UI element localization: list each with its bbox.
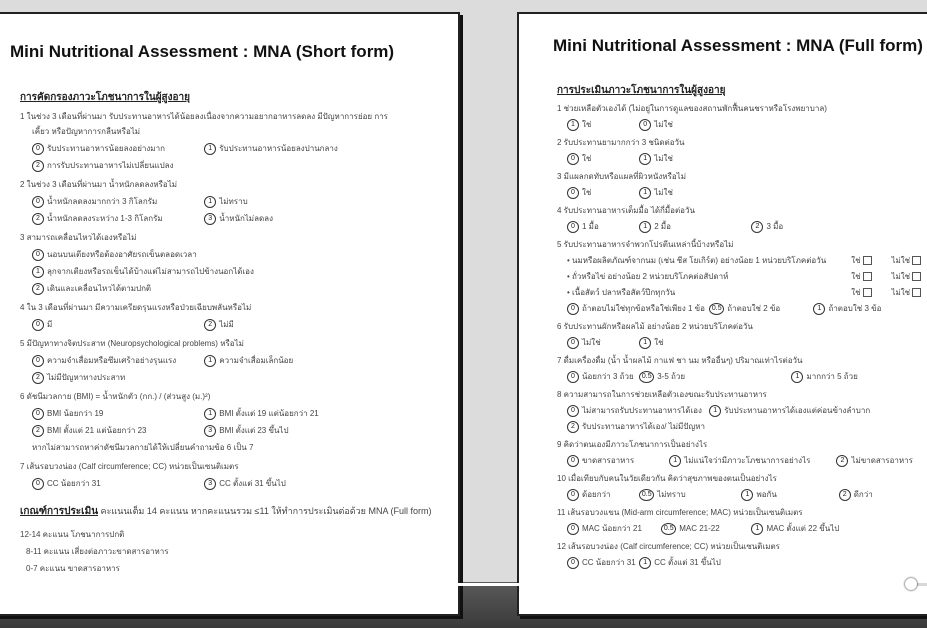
q1-option-3: 2 การรับประทานอาหารไม่เปลี่ยนแปลง bbox=[32, 159, 173, 172]
q3-option-1: 0 นอนบนเตียงหรือต้องอาศัยรถเข็นตลอดเวลา bbox=[32, 248, 197, 261]
question-5: 5 รับประทานอาหารจำพวกโปรตีนเหล่านี้บ้างหรือไม่ bbox=[557, 240, 734, 249]
q7-options-row: 0 CC น้อยกว่า 31 3 CC ตั้งแต่ 31 ขึ้นไป bbox=[32, 477, 286, 490]
section-heading: การคัดกรองภาวะโภชนาการในผู้สูงอายุ bbox=[20, 92, 191, 103]
q5-item-c: • เนื้อสัตว์ ปลาหรือสัตว์ปีกทุกวัน ใช่ ไม่ใช่ bbox=[567, 286, 921, 299]
q12-options-row: 0 CC น้อยกว่า 31 1 CC ตั้งแต่ 31 ขึ้นไป bbox=[567, 556, 721, 569]
question-1: 1 ช่วยเหลือตัวเองได้ (ไม่อยู่ในการดูแลของสถานพักฟื้นคนชราหรือโรงพยาบาล) bbox=[557, 104, 827, 113]
question-4: 4 รับประทานอาหารเต็มมื้อ ได้กี่มื้อต่อวัน bbox=[557, 206, 695, 215]
question-12: 12 เส้นรอบวงน่อง (Calf circumference; CC) หน่วยเป็นเซนติเมตร bbox=[557, 542, 780, 551]
result-at-risk: 8-11 คะแนน เสี่ยงต่อภาวะขาดสารอาหาร bbox=[26, 547, 169, 556]
q11-options-row: 0 MAC น้อยกว่า 21 0.5 MAC 21-22 1 MAC ตั้งแต่ 22 ขึ้นไป bbox=[567, 522, 839, 535]
section-heading: การประเมินภาวะโภชนาการในผู้สูงอายุ bbox=[557, 85, 726, 96]
video-progress-bar[interactable] bbox=[0, 583, 927, 586]
criteria-heading: เกณฑ์การประเมิน bbox=[20, 506, 99, 517]
q2-options-row1: 0 น้ำหนักลดลงมากกว่า 3 กิโลกรัม 1 ไม่ทราบ bbox=[32, 195, 248, 208]
mna-full-form-page bbox=[517, 12, 927, 616]
q2-options-row: 0 ใช่ 1 ไม่ใช่ bbox=[567, 152, 673, 165]
page-title: Mini Nutritional Assessment : MNA (Full form) bbox=[553, 36, 923, 55]
q6-options-row: 0 ไม่ใช่ 1 ใช่ bbox=[567, 336, 664, 349]
result-normal: 12-14 คะแนน โภชนาการปกติ bbox=[20, 530, 125, 539]
q4-options-row: 0 มี 2 ไม่มี bbox=[32, 318, 234, 331]
question-1: 1 ในช่วง 3 เดือนที่ผ่านมา รับประทานอาหารได้น้อยลงเนื่องจากความอยากอาหารลดลง มีปัญหาการย่อย การ bbox=[20, 112, 388, 121]
q3-option-3: 2 เดินและเคลื่อนไหวได้ตามปกติ bbox=[32, 282, 151, 295]
criteria-row bbox=[20, 504, 431, 519]
question-6: 6 ดัชนีมวลกาย (BMI) = น้ำหนักตัว (กก.) / (ส่วนสูง (ม.)²) bbox=[20, 392, 211, 401]
q3-option-2: 1 ลุกจากเตียงหรือรถเข็นได้บ้างแต่ไม่สามารถไปข้างนอกได้เอง bbox=[32, 265, 254, 278]
q5-item-a: • นมหรือผลิตภัณฑ์จากนม (เช่น ชีส โยเกิร์ต) อย่างน้อย 1 หน่วยบริโภคต่อวัน ใช่ ไม่ใช่ bbox=[567, 254, 921, 267]
q6-options-row1: 0 BMI น้อยกว่า 19 1 BMI ตั้งแต่ 19 แต่น้อยกว่า 21 bbox=[32, 407, 319, 420]
question-2: 2 ในช่วง 3 เดือนที่ผ่านมา น้ำหนักลดลงหรือไม่ bbox=[20, 180, 178, 189]
result-malnourished: 0-7 คะแนน ขาดสารอาหาร bbox=[26, 564, 120, 573]
question-3: 3 สามารถเคลื่อนไหวได้เองหรือไม่ bbox=[20, 233, 137, 242]
q8-options-row: 0 ไม่สามารถรับประทานอาหารได้เอง 1 รับประทานอาหารได้เองแต่ค่อนข้างลำบาก bbox=[567, 404, 870, 417]
question-2: 2 รับประทานยามากกว่า 3 ชนิดต่อวัน bbox=[557, 138, 685, 147]
q5-options-row: 0 ถ้าตอบไม่ใช่ทุกข้อหรือใช่เพียง 1 ข้อ 0.5 ถ้าตอบใช่ 2 ข้อ 1 ถ้าตอบใช่ 3 ข้อ bbox=[567, 302, 881, 315]
mna-short-form-page bbox=[0, 12, 460, 616]
question-4: 4 ใน 3 เดือนที่ผ่านมา มีความเครียดรุนแรงหรือป่วยเฉียบพลันหรือไม่ bbox=[20, 303, 252, 312]
question-3: 3 มีแผลกดทับหรือแผลที่ผิวหนังหรือไม่ bbox=[557, 172, 686, 181]
q2-options-row2: 2 น้ำหนักลดลงระหว่าง 1-3 กิโลกรัม 3 น้ำหนักไม่ลดลง bbox=[32, 212, 273, 225]
q4-options-row: 0 1 มื้อ 1 2 มื้อ 2 3 มื้อ bbox=[567, 220, 783, 233]
q5-options-row: 0 ความจำเสื่อมหรือซึมเศร้าอย่างรุนแรง 1 ความจำเสื่อมเล็กน้อย bbox=[32, 354, 293, 367]
q5-option-3: 2 ไม่มีปัญหาทางประสาท bbox=[32, 371, 125, 384]
q8-option-3: 2 รับประทานอาหารได้เอง/ ไม่มีปัญหา bbox=[567, 420, 705, 433]
question-1-cont: เคี้ยว หรือปัญหาการกลืนหรือไม่ bbox=[32, 127, 141, 136]
q1-options-row: 0 รับประทานอาหารน้อยลงอย่างมาก 1 รับประทานอาหารน้อยลงปานกลาง bbox=[32, 142, 338, 155]
q6-options-row2: 2 BMI ตั้งแต่ 21 แต่น้อยกว่า 23 3 BMI ตั้งแต่ 23 ขึ้นไป bbox=[32, 424, 289, 437]
q9-options-row: 0 ขาดสารอาหาร 1 ไม่แน่ใจว่ามีภาวะโภชนาการอย่างไร 2 ไม่ขาดสารอาหาร bbox=[567, 454, 913, 467]
question-5: 5 มีปัญหาทางจิตประสาท (Neuropsychological problems) หรือไม่ bbox=[20, 339, 244, 348]
q1-options-row: 1 ใช่ 0 ไม่ใช่ bbox=[567, 118, 673, 131]
question-10: 10 เมื่อเทียบกับคนในวัยเดียวกัน คิดว่าสุขภาพของตนเป็นอย่างไร bbox=[557, 474, 777, 483]
question-7: 7 ดื่มเครื่องดื่ม (น้ำ น้ำผลไม้ กาแฟ ชา นม หรืออื่นๆ) ปริมาณเท่าไรต่อวัน bbox=[557, 356, 803, 365]
q3-options-row: 0 ใช่ 1 ไม่ใช่ bbox=[567, 186, 673, 199]
page-title: Mini Nutritional Assessment : MNA (Short form) bbox=[10, 42, 395, 61]
question-7: 7 เส้นรอบวงน่อง (Calf circumference; CC) หน่วยเป็นเซนติเมตร bbox=[20, 462, 239, 471]
q6-note: หากไม่สามารถหาค่าดัชนีมวลกายได้ให้เปลี่ยนคำถามข้อ 6 เป็น 7 bbox=[32, 443, 254, 452]
question-11: 11 เส้นรอบวงแขน (Mid-arm circumference; MAC) หน่วยเป็นเซนติเมตร bbox=[557, 508, 803, 517]
q10-options-row: 0 ด้อยกว่า 0.5 ไม่ทราบ 1 พอกัน 2 ดีกว่า bbox=[567, 488, 873, 501]
criteria-text: คะแนนเต็ม 14 คะแนน หากคะแนนรวม ≤11 ให้ทำการประเมินต่อด้วย MNA (Full form) bbox=[100, 506, 432, 516]
q7-options-row: 0 น้อยกว่า 3 ถ้วย 0.5 3-5 ถ้วย 1 มากกว่า 5 ถ้วย bbox=[567, 370, 858, 383]
question-6: 6 รับประทานผักหรือผลไม้ อย่างน้อย 2 หน่วยบริโภคต่อวัน bbox=[557, 322, 753, 331]
question-8: 8 ความสามารถในการช่วยเหลือตัวเองขณะรับประทานอาหาร bbox=[557, 390, 767, 399]
q5-item-b: • ถั่วหรือไข่ อย่างน้อย 2 หน่วยบริโภคต่อสัปดาห์ ใช่ ไม่ใช่ bbox=[567, 270, 921, 283]
video-progress-fill bbox=[0, 583, 911, 586]
question-9: 9 คิดว่าตนเองมีภาวะโภชนาการเป็นอย่างไร bbox=[557, 440, 708, 449]
